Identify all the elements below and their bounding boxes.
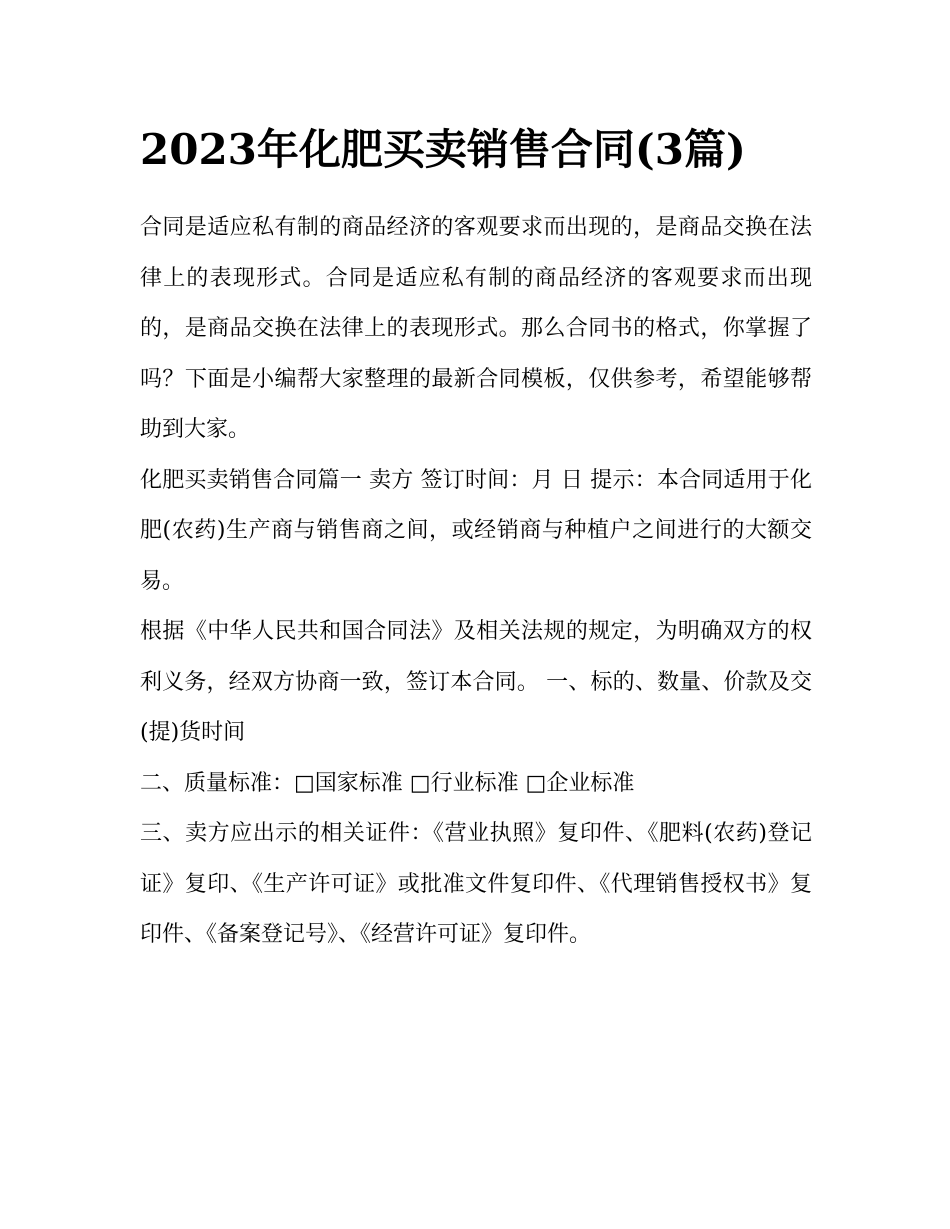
quality-standard-paragraph: 二、质量标准：□国家标准 □行业标准 □企业标准: [140, 770, 635, 796]
intro-paragraph: 合同是适应私有制的商品经济的客观要求而出现的，是商品交换在法律上的表现形式。合同是适应私有制的商品经济的客观要求而出现的，是商品交换在法律上的表现形式。那么合同书的格式，你掌握了吗？下面是小编帮大家整理的最新合同模板，仅供参考，希望能够帮助到大家。: [140, 215, 812, 442]
seller-documents-paragraph: 三、卖方应出示的相关证件：《营业执照》复印件、《肥料(农药)登记证》复印、《生产许可证》或批准文件复印件、《代理销售授权书》复印件、《备案登记号》、《经营许可证》复印件。: [140, 821, 812, 947]
contract-header-paragraph: 化肥买卖销售合同篇一 卖方 签订时间：月 日 提示：本合同适用于化肥(农药)生产商与销售商之间，或经销商与种植户之间进行的大额交易。: [140, 467, 812, 594]
document-title: 2023年化肥买卖销售合同(3篇): [140, 125, 746, 174]
legal-basis-paragraph: 根据《中华人民共和国合同法》及相关法规的规定，为明确双方的权利义务，经双方协商一致，签订本合同。 一、标的、数量、价款及交(提)货时间: [140, 619, 812, 745]
document-page: [140, 118, 812, 961]
